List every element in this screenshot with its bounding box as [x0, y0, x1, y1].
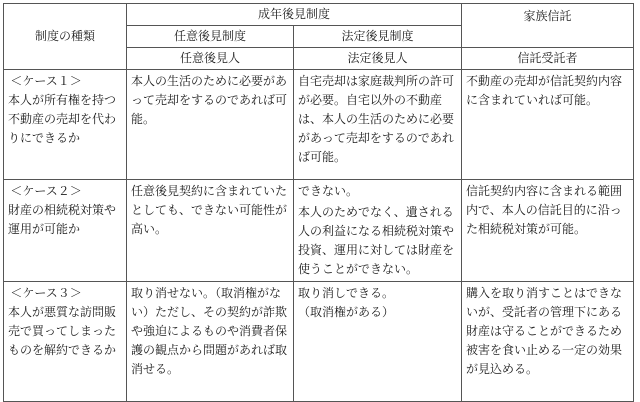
table-row: [4, 69, 634, 179]
case-description: 財産の相続税対策や運用が可能か: [8, 202, 117, 236]
voluntary-guardian-text: 任意後見契約に含まれていたとしても、できない可能性が高い。: [131, 183, 288, 236]
case-label: ＜ケース３＞: [10, 285, 82, 300]
voluntary-guardian-header: 任意後見人: [179, 50, 240, 65]
trustee-header-cell: [462, 47, 634, 69]
comparison-table: [3, 3, 634, 402]
type-header: 制度の種類: [34, 28, 95, 43]
statutory-system-header: 法定後見制度: [341, 28, 414, 43]
voluntary-guardian-cell: [127, 179, 294, 281]
case-label: ＜ケース１＞: [10, 73, 82, 88]
statutory-guardian-header-cell: [294, 47, 462, 69]
statutory-guardian-cell: [294, 281, 462, 401]
table-row: [4, 281, 634, 401]
voluntary-system-header-cell: [127, 25, 294, 47]
case-label: ＜ケース２＞: [10, 183, 82, 198]
statutory-guardian-cell: [294, 69, 462, 179]
type-header-cell: [4, 4, 127, 70]
statutory-guardian-note: （取消権がある）: [298, 304, 395, 319]
family-trust-header: 家族信託: [523, 9, 572, 23]
statutory-guardian-note: 本人のためでなく、遺される人の利益になる相続税対策や投資、運用に対しては財産を使うことができない。: [298, 204, 455, 276]
voluntary-guardian-header-cell: [127, 47, 294, 69]
statutory-guardian-cell: [294, 179, 462, 281]
case-cell: [4, 281, 127, 401]
trustee-text: 不動産の売却が信託契約内容に含まれていれば可能。: [466, 73, 623, 107]
trustee-text: 信託契約内容に含まれる範囲内で、本人の信託目的に沿った相続税対策が可能。: [466, 183, 623, 236]
statutory-system-header-cell: [294, 25, 462, 47]
case-description: 本人が悪質な訪問販売で買ってしまったものを解約できるか: [8, 304, 117, 357]
voluntary-guardian-cell: [127, 69, 294, 179]
statutory-guardian-text: 自宅売却は家庭裁判所の許可が必要。自宅以外の不動産は、本人の生活のために必要があって売却をするのであれば可能。: [298, 73, 455, 164]
voluntary-guardian-cell: [127, 281, 294, 401]
comparison-table-container: [3, 3, 634, 402]
table-row: [4, 179, 634, 281]
family-trust-header-cell: [462, 4, 634, 48]
case-cell: [4, 179, 127, 281]
adult-guardianship-header: 成年後見制度: [258, 7, 331, 21]
statutory-guardian-text: できない。: [298, 183, 359, 198]
statutory-guardian-text: 取り消しできる。: [298, 285, 395, 300]
voluntary-guardian-text: 取り消せない。（取消権がない）ただし、その契約が詐欺や強迫によるものや消費者保護の観点から問題があれば取消せる。: [131, 285, 288, 376]
trustee-text: 購入を取り消すことはできないが、受託者の管理下にある財産は守ることができるため被害を食い止める一定の効果が見込める。: [466, 285, 623, 376]
voluntary-system-header: 任意後見制度: [173, 28, 246, 43]
statutory-guardian-header: 法定後見人: [347, 50, 408, 65]
trustee-cell: [462, 179, 634, 281]
case-description: 本人が所有権を持つ不動産の売却を代わりにできるか: [8, 92, 117, 145]
trustee-cell: [462, 281, 634, 401]
trustee-header: 信託受託者: [517, 50, 578, 65]
trustee-cell: [462, 69, 634, 179]
adult-guardianship-header-cell: [127, 4, 462, 26]
case-cell: [4, 69, 127, 179]
voluntary-guardian-text: 本人の生活のために必要があって売却をするのであれば可能。: [131, 73, 288, 126]
header-row-1: [4, 4, 634, 26]
